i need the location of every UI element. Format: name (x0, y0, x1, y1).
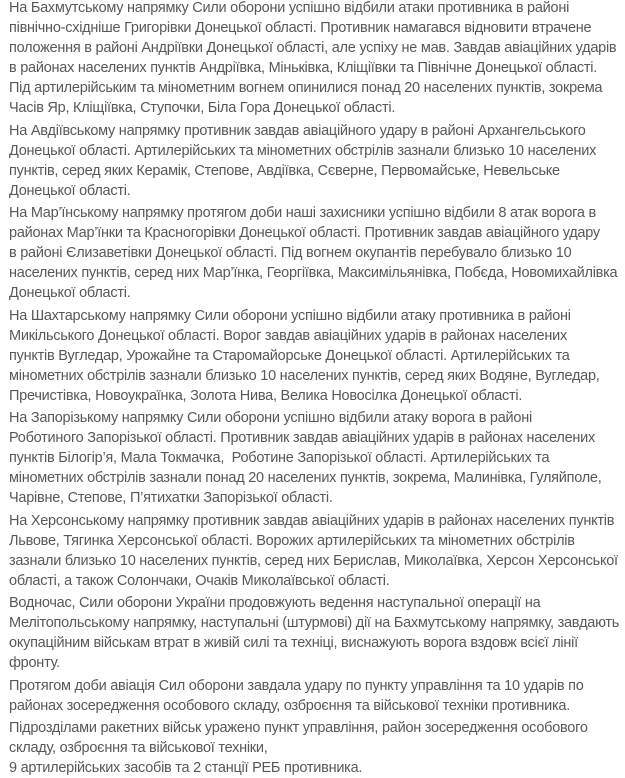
paragraph (9, 676, 625, 716)
paragraph-line: Часів Яр, Кліщіївка, Ступочки, Біла Гора Донецької області. (9, 100, 396, 116)
paragraph-line: пунктів, серед яких Керамік, Степове, Авдіївка, Сєверне, Первомайське, Невельське (9, 162, 560, 179)
paragraph (9, 203, 625, 303)
paragraph (9, 121, 625, 201)
paragraph-line: Підрозділами ракетних військ уражено пункт управління, район зосередження особового (9, 720, 588, 736)
paragraph-line: районах Мар’їнки та Красногорівки Донецької області. Противник завдав авіаційного удару (9, 225, 600, 241)
paragraph-line: Донецької області. (9, 182, 131, 199)
paragraph (9, 593, 625, 673)
paragraph-line: Донецької області. (9, 285, 131, 301)
paragraph-line: Пречистівка, Новоукраїнка, Золота Нива, Велика Новосілка Донецької області. (9, 387, 523, 404)
paragraph-line: фронту. (9, 655, 60, 671)
paragraph-line: окупаційним військам втрат в живій силі та техніці, виснажують ворога вздовж всієї лінії (9, 635, 578, 651)
paragraph-line: складу, озброєння та військової техніки, (9, 740, 268, 756)
paragraph-line: Микільського Донецької області. Ворог завдав авіаційних ударів в районах населених (9, 327, 567, 344)
paragraph-line: положення в районі Андріївки Донецької області, але успіху не мав. Завдав авіаційних ударів (9, 40, 617, 56)
paragraph-line: пунктів Білогір’я, Мала Токмачка, Роботине Запорізької області. Артилерійських та (9, 450, 550, 466)
paragraph (9, 718, 625, 778)
paragraph (9, 511, 625, 591)
paragraph-line: Чарівне, Степове, П’ятихатки Запорізької області. (9, 490, 333, 506)
paragraph-line: Донецької області. Артилерійських та мінометних обстрілів зазнали близько 10 населених (9, 142, 597, 159)
paragraph-line: пунктів Вугледар, Урожайне та Старомайорське Донецької області. Артилерійських та (9, 347, 570, 364)
paragraph-line: області, а також Солончаки, Очаків Миколаївської області. (9, 572, 390, 589)
paragraph (9, 0, 625, 118)
paragraph-line: мінометних обстрілів зазнали близько 10 населених пунктів, серед яких Водяне, Вугледар, (9, 367, 600, 384)
paragraph-line: На Мар’їнському напрямку протягом доби наші захисники успішно відбили 8 атак ворога в (9, 205, 596, 221)
paragraph-line: районах зосередження особового складу, озброєння та військової техніки противника. (9, 697, 571, 714)
paragraph-line: На Шахтарському напрямку Сили оборони успішно відбили атаку противника в районі (9, 307, 571, 324)
paragraph-line: Роботиного Запорізької області. Противник завдав авіаційних ударів в районах населених (9, 430, 595, 446)
paragraph-line: мінометних обстрілів зазнали понад 20 населених пунктів, зокрема, Малинівка, Гуляйполе, (9, 470, 602, 486)
paragraph-line: На Херсонському напрямку противник завдав авіаційних ударів в районах населених пунктів (9, 512, 615, 529)
paragraph-line: в районах населених пунктів Андріївка, Міньківка, Кліщіївки та Північне Донецької області. (9, 60, 598, 76)
paragraph-line: Водночас, Сили оборони України продовжують ведення наступальної операції на (9, 595, 541, 611)
paragraph-line: зазнали близько 10 населених пунктів, серед них Берислав, Миколаївка, Херсон Херсонської (9, 552, 618, 569)
paragraph-line: 9 артилерійських засобів та 2 станції РЕБ противника. (9, 760, 363, 776)
paragraph-line: населених пунктів, серед них Мар’їнка, Георгіївка, Максимільянівка, Побєда, Новомихайлівка (9, 265, 618, 281)
paragraph (9, 408, 625, 508)
paragraph-line: Протягом доби авіація Сил оборони завдала удару по пункту управління та 10 ударів по (9, 677, 584, 694)
paragraph-line: На Бахмутському напрямку Сили оборони успішно відбили атаки противника в районі (9, 0, 570, 16)
paragraph-line: На Авдіївському напрямку противник завдав авіаційного удару в районі Архангельського (9, 122, 586, 139)
paragraph-line: На Запорізькому напрямку Сили оборони успішно відбили атаку ворога в районі (9, 410, 532, 426)
paragraph-line: в районі Єлизаветівки Донецької області. Під вогнем окупантів перебувало близько 10 (9, 245, 572, 261)
paragraph-line: Під артилерійським та мінометним вогнем опинилися понад 20 населених пунктів, зокрема (9, 80, 603, 96)
paragraph (9, 306, 625, 406)
paragraph-line: Львове, Тягинка Херсонської області. Ворожих артилерійських та мінометних обстрілів (9, 532, 575, 549)
paragraph-line: Мелітопольському напрямку, наступальні (штурмові) дії на Бахмутському напрямку, завдають (9, 615, 620, 631)
paragraph-line: північно-східніше Григорівки Донецької області. Противник намагався відновити втрачене (9, 20, 592, 36)
